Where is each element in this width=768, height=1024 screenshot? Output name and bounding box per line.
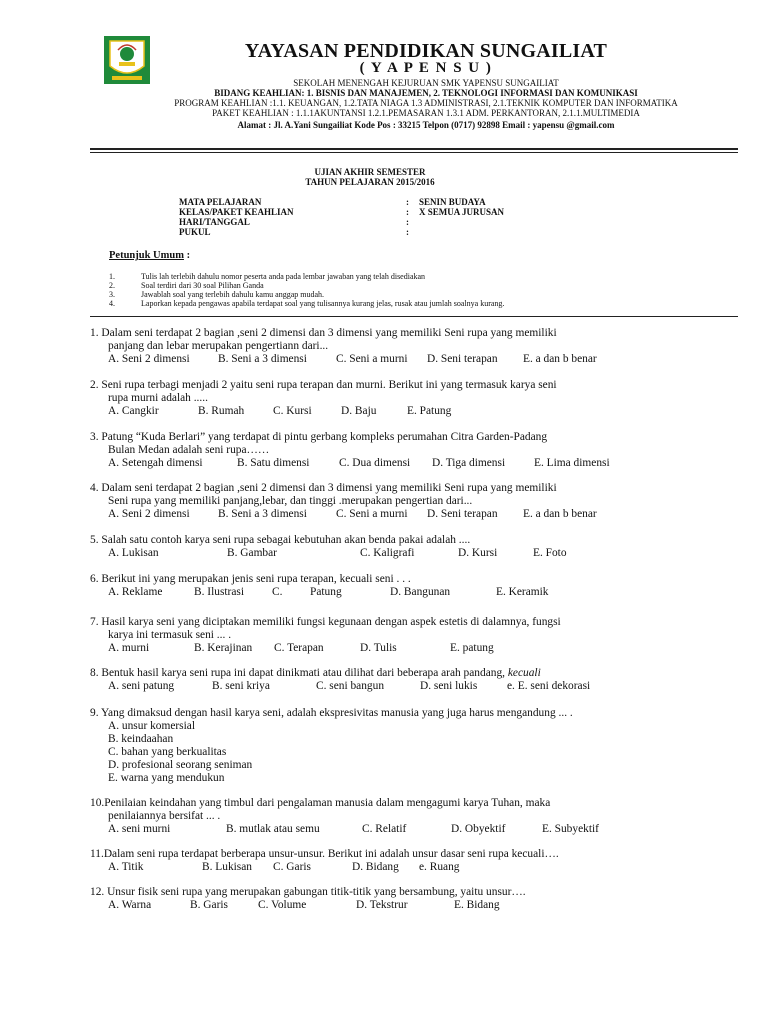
answer-options <box>90 405 730 418</box>
exam-info-colon: : <box>406 227 409 237</box>
answer-option: B. keindaahan <box>108 733 174 745</box>
answer-option: C. Garis <box>273 861 311 873</box>
answer-option: B. Kerajinan <box>194 642 253 654</box>
answer-option: A. unsur komersial <box>108 720 195 732</box>
question-text-continued: Bulan Medan adalah seni rupa…… <box>108 444 270 456</box>
exam-info-colon: : <box>406 217 409 227</box>
question-text: 10.Penilaian keindahan yang timbul dari pengalaman manusia dalam mengagumi karya Tuhan, maka <box>90 797 551 809</box>
answer-option: D. Tiga dimensi <box>432 457 506 469</box>
answer-option: A. Reklame <box>108 586 163 598</box>
instructions-heading: Petunjuk Umum : <box>109 250 191 261</box>
answer-option: E. patung <box>450 642 494 654</box>
question-item <box>90 534 730 560</box>
answer-option: C. seni bangun <box>316 680 385 692</box>
answer-option: B. Seni a 3 dimensi <box>218 353 307 365</box>
exam-info-label: PUKUL <box>179 227 211 237</box>
answer-option: C. Kursi <box>273 405 312 417</box>
answer-option: C. Relatif <box>362 823 407 835</box>
answer-option: D. Kursi <box>458 547 498 559</box>
answer-option: C. bahan yang berkualitas <box>108 746 227 758</box>
question-item <box>90 379 730 418</box>
answer-option: B. mutlak atau semu <box>226 823 320 835</box>
foundation-acronym: ( Y A P E N S U ) <box>359 60 493 76</box>
answer-options <box>90 586 730 599</box>
answer-option: D. Bangunan <box>390 586 451 598</box>
question-text: 5. Salah satu contoh karya seni rupa sebagai kebutuhan akan benda pakai adalah .... <box>90 534 471 546</box>
school-crest-logo <box>104 36 150 84</box>
question-text: 3. Patung “Kuda Berlari” yang terdapat di pintu gerbang kompleks perumahan Citra Garden-Padang <box>90 431 548 443</box>
question-text: 4. Dalam seni terdapat 2 bagian ,seni 2 dimensi dan 3 dimensi yang memiliki Seni rupa yang memiliki <box>90 482 557 494</box>
instruction-text: Jawablah soal yang terlebih dahulu kamu anggap mudah. <box>141 290 325 299</box>
answer-option: B. Satu dimensi <box>237 457 310 469</box>
question-text: 11.Dalam seni rupa terdapat berberapa unsur-unsur. Berikut ini adalah unsur dasar seni rupa kecuali…. <box>90 848 559 860</box>
answer-options <box>90 861 730 874</box>
question-item <box>90 327 730 366</box>
answer-options <box>90 720 730 785</box>
answer-options <box>90 457 730 470</box>
question-emphasis: kecuali <box>507 667 541 679</box>
answer-option: D. Tekstrur <box>356 899 408 911</box>
answer-option: A. Setengah dimensi <box>108 457 203 469</box>
answer-option: B. seni kriya <box>212 680 270 692</box>
exam-info-value: X SEMUA JURUSAN <box>419 207 505 217</box>
answer-option: A. seni murni <box>108 823 171 835</box>
instruction-number: 1. <box>109 272 115 281</box>
answer-option: C. Volume <box>258 899 307 911</box>
school-address: Alamat : Jl. A.Yani Sungailiat Kode Pos : 33215 Telpon (0717) 92898 Email : yapensu @gmail.com <box>237 120 615 130</box>
answer-option: B. Gambar <box>227 547 277 559</box>
answer-option: D. Tulis <box>360 642 397 654</box>
answer-option: B. Ilustrasi <box>194 586 244 598</box>
expertise-fields: BIDANG KEAHLIAN: 1. BISNIS DAN MANAJEMEN, 2. TEKNOLOGI INFORMASI DAN KOMUNIKASI <box>214 88 638 98</box>
exam-title: UJIAN AKHIR SEMESTER <box>314 167 426 177</box>
answer-option: D. Obyektif <box>451 823 506 835</box>
answer-option: Patung <box>310 586 342 598</box>
question-text-continued: panjang dan lebar merupakan pengertiann dari... <box>108 340 329 352</box>
answer-option: E. Subyektif <box>542 823 599 835</box>
answer-option: C. Terapan <box>274 642 324 654</box>
answer-options <box>90 508 730 521</box>
answer-options <box>90 547 730 560</box>
header-divider-thin <box>90 152 738 153</box>
question-text-continued: penilaiannya bersifat ... . <box>108 810 221 822</box>
answer-option: C. <box>272 586 283 598</box>
answer-option: E. Lima dimensi <box>534 457 610 469</box>
instruction-number: 3. <box>109 290 115 299</box>
answer-option: A. Warna <box>108 899 152 911</box>
question-item <box>90 707 730 785</box>
answer-option: A. Seni 2 dimensi <box>108 508 190 520</box>
question-text: 2. Seni rupa terbagi menjadi 2 yaitu seni rupa terapan dan murni. Berikut ini yang termasuk karya seni <box>90 379 557 391</box>
question-text-continued: Seni rupa yang memiliki panjang,lebar, dan tinggi .merupakan pengertian dari... <box>108 495 473 507</box>
answer-option: D. Seni terapan <box>427 353 498 365</box>
answer-options <box>90 353 730 366</box>
answer-option: C. Seni a murni <box>336 353 408 365</box>
answer-option: D. Seni terapan <box>427 508 498 520</box>
answer-option: e. Ruang <box>419 861 460 873</box>
answer-option: E. Keramik <box>496 586 549 598</box>
answer-option: A. seni patung <box>108 680 175 692</box>
question-text: 7. Hasil karya seni yang diciptakan memiliki fungsi kegunaan dengan aspek estetis di dalamnya, fungsi <box>90 616 561 628</box>
question-item <box>90 616 730 655</box>
answer-option: C. Kaligrafi <box>360 547 415 559</box>
answer-option: D. Baju <box>341 405 377 417</box>
question-text: 1. Dalam seni terdapat 2 bagian ,seni 2 dimensi dan 3 dimensi yang memiliki Seni rupa yang memiliki <box>90 327 557 339</box>
expertise-programs: PROGRAM KEAHLIAN :1.1. KEUANGAN, 1.2.TATA NIAGA 1.3 ADMINISTRASI, 2.1.TEKNIK KOMPUTER DAN INFORMATIKA <box>174 98 678 108</box>
instruction-number: 2. <box>109 281 115 290</box>
exam-info-value: SENIN BUDAYA <box>419 197 486 207</box>
exam-info-label: KELAS/PAKET KEAHLIAN <box>179 207 294 217</box>
answer-options <box>90 680 730 693</box>
answer-option: D. profesional seorang seniman <box>108 759 253 771</box>
instruction-number: 4. <box>109 299 115 308</box>
answer-option: B. Seni a 3 dimensi <box>218 508 307 520</box>
question-item <box>90 431 730 470</box>
answer-option: E. Foto <box>533 547 567 559</box>
foundation-title: YAYASAN PENDIDIKAN SUNGAILIAT <box>244 40 608 62</box>
answer-option: E. Patung <box>407 405 452 417</box>
question-item <box>90 667 730 693</box>
exam-info-label: MATA PELAJARAN <box>179 197 262 207</box>
answer-option: D. Bidang <box>352 861 399 873</box>
question-text: 8. Bentuk hasil karya seni rupa ini dapat dinikmati atau dilihat dari beberapa arah pandang, kecuali <box>90 667 541 679</box>
question-text: 6. Berikut ini yang merupakan jenis seni rupa terapan, kecuali seni . . . <box>90 573 411 585</box>
answer-option: A. Cangkir <box>108 405 159 417</box>
answer-option: B. Rumah <box>198 405 245 417</box>
answer-option: B. Lukisan <box>202 861 252 873</box>
answer-options <box>90 823 730 836</box>
instructions-divider <box>90 316 738 317</box>
question-item <box>90 886 730 912</box>
answer-option: B. Garis <box>190 899 228 911</box>
answer-option: D. seni lukis <box>420 680 478 692</box>
question-item <box>90 482 730 521</box>
question-text-continued: karya ini termasuk seni ... . <box>108 629 232 641</box>
exam-info-colon: : <box>406 207 409 217</box>
answer-option: e. E. seni dekorasi <box>507 680 591 692</box>
answer-option: E. a dan b benar <box>523 353 597 365</box>
answer-option: A. Lukisan <box>108 547 159 559</box>
answer-options <box>90 899 730 912</box>
answer-option: A. murni <box>108 642 150 654</box>
header-divider-thick <box>90 148 738 150</box>
question-item <box>90 848 730 874</box>
exam-info-label: HARI/TANGGAL <box>179 217 250 227</box>
question-text: 12. Unsur fisik seni rupa yang merupakan gabungan titik-titik yang bersambung, yaitu unsur…. <box>90 886 526 898</box>
answer-option: C. Seni a murni <box>336 508 408 520</box>
instruction-text: Tulis lah terlebih dahulu nomor peserta anda pada lembar jawaban yang telah disediakan <box>141 272 426 281</box>
school-name: SEKOLAH MENENGAH KEJURUAN SMK YAPENSU SUNGAILIAT <box>293 78 559 88</box>
answer-option: E. Bidang <box>454 899 500 911</box>
answer-option: E. a dan b benar <box>523 508 597 520</box>
exam-year: TAHUN PELAJARAN 2015/2016 <box>305 177 435 187</box>
question-item <box>90 573 730 599</box>
expertise-packages: PAKET KEAHLIAN : 1.1.1AKUNTANSI 1.2.1.PEMASARAN 1.3.1 ADM. PERKANTORAN, 2.1.1.MULTIMEDIA <box>212 108 640 118</box>
exam-info-colon: : <box>406 197 409 207</box>
instruction-text: Soal terdiri dari 30 soal Pilihan Ganda <box>141 281 264 290</box>
question-item <box>90 797 730 836</box>
question-text: 9. Yang dimaksud dengan hasil karya seni, adalah ekspresivitas manusia yang juga harus mengandung ... . <box>90 707 573 719</box>
answer-options <box>90 642 730 655</box>
answer-option: E. warna yang mendukun <box>108 772 225 784</box>
answer-option: A. Titik <box>108 861 144 873</box>
instruction-text: Laporkan kepada pengawas apabila terdapat soal yang tulisannya kurang jelas, rusak atau jumlah soalnya kurang. <box>141 299 505 308</box>
answer-option: C. Dua dimensi <box>339 457 411 469</box>
question-text-continued: rupa murni adalah ..... <box>108 392 208 404</box>
answer-option: A. Seni 2 dimensi <box>108 353 190 365</box>
